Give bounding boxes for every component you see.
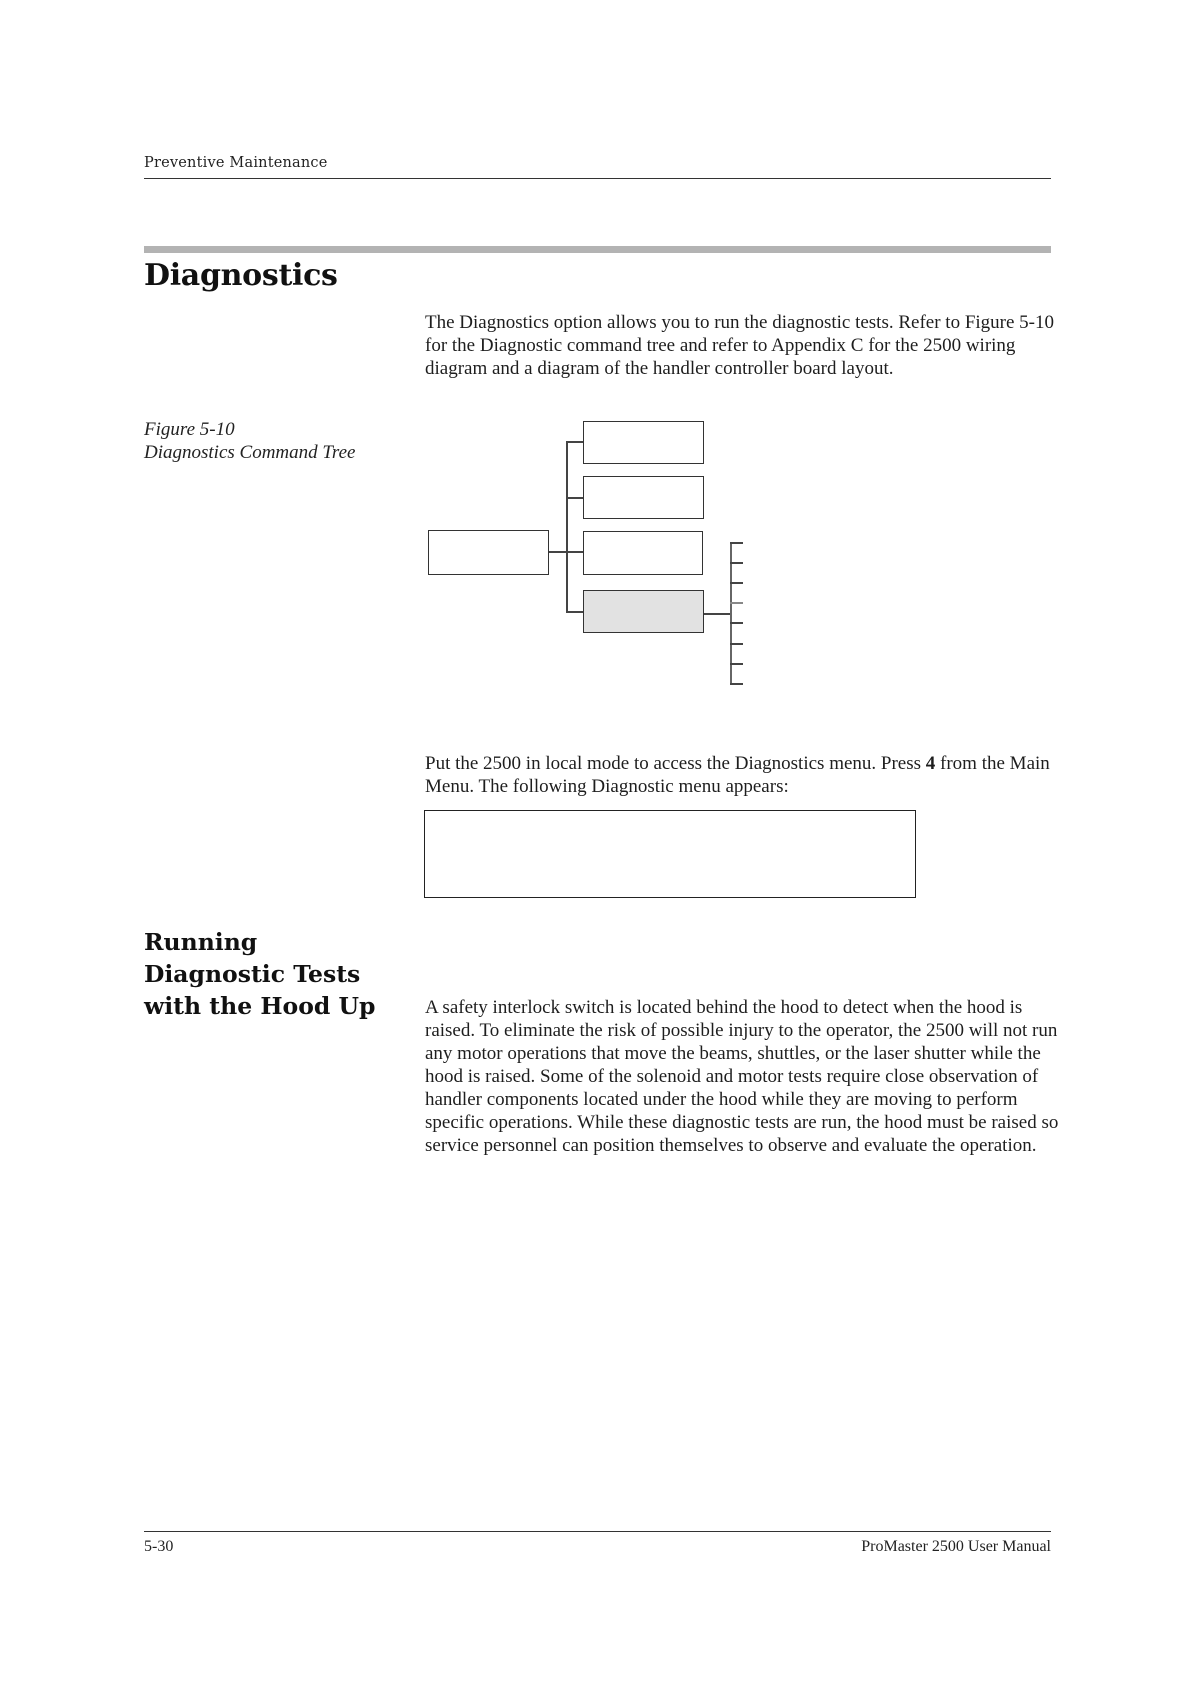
leaf-tick-7 [730,663,743,665]
access-instructions: Put the 2500 in local mode to access the Diagnostics menu. Press 4 from the Main Menu. The following Diagnostic menu appears: [425,753,1050,797]
branch-2 [566,497,583,499]
header-rule [144,178,1051,179]
footer-rule [144,1531,1051,1532]
page-number: 5-30 [144,1538,174,1555]
figure-caption [144,418,355,464]
running-head: Preventive Maintenance [144,155,328,171]
leaf-tick-8 [730,683,743,685]
branch-1 [566,441,583,443]
leaf-connector [704,613,731,615]
section-title: Diagnostics [144,258,338,293]
trunk-line [566,441,568,612]
tree-child-box-4-highlighted [583,590,704,633]
tree-child-box-3 [583,531,703,575]
manual-title: ProMaster 2500 User Manual [861,1538,1051,1555]
branch-4 [566,611,583,613]
leaf-tick-3 [730,582,743,584]
tree-root-box [428,530,549,575]
section-bar [144,246,1051,253]
tree-child-box-1 [583,421,704,464]
leaf-tick-1 [730,542,743,544]
leaf-tick-6 [730,643,743,645]
interlock-paragraph: A safety interlock switch is located behind the hood to detect when the hood is raised. To eliminate the risk of possible injury to the operator, the 2500 will not run any motor operations that move the beams, shuttles, or the laser shutter while the hood is raised. Some of the solenoid and motor tests require close observation of handler components located under the hood while they are moving to perform specific operations. While these diagnostic tests are run, the hood must be raised so service personnel can position themselves to observe and evaluate the operation. [425,997,1059,1156]
leaf-tick-4 [730,602,743,604]
diagnostic-menu-screen [424,810,916,898]
figure-title: Diagnostics Command Tree [144,442,356,463]
figure-number: Figure 5-10 [144,419,235,440]
intro-paragraph: The Diagnostics option allows you to run the diagnostic tests. Refer to Figure 5-10 for the Diagnostic command tree and refer to Appendix C for the 2500 wiring diagram and a diagram of the handler controller board layout. [425,312,1055,379]
leaf-tick-5 [730,622,743,624]
key-4: 4 [925,753,936,774]
tree-child-box-2 [583,476,704,519]
leaf-tick-2 [730,562,743,564]
subsection-title: Running Diagnostic Tests with the Hood Up [144,928,376,1020]
